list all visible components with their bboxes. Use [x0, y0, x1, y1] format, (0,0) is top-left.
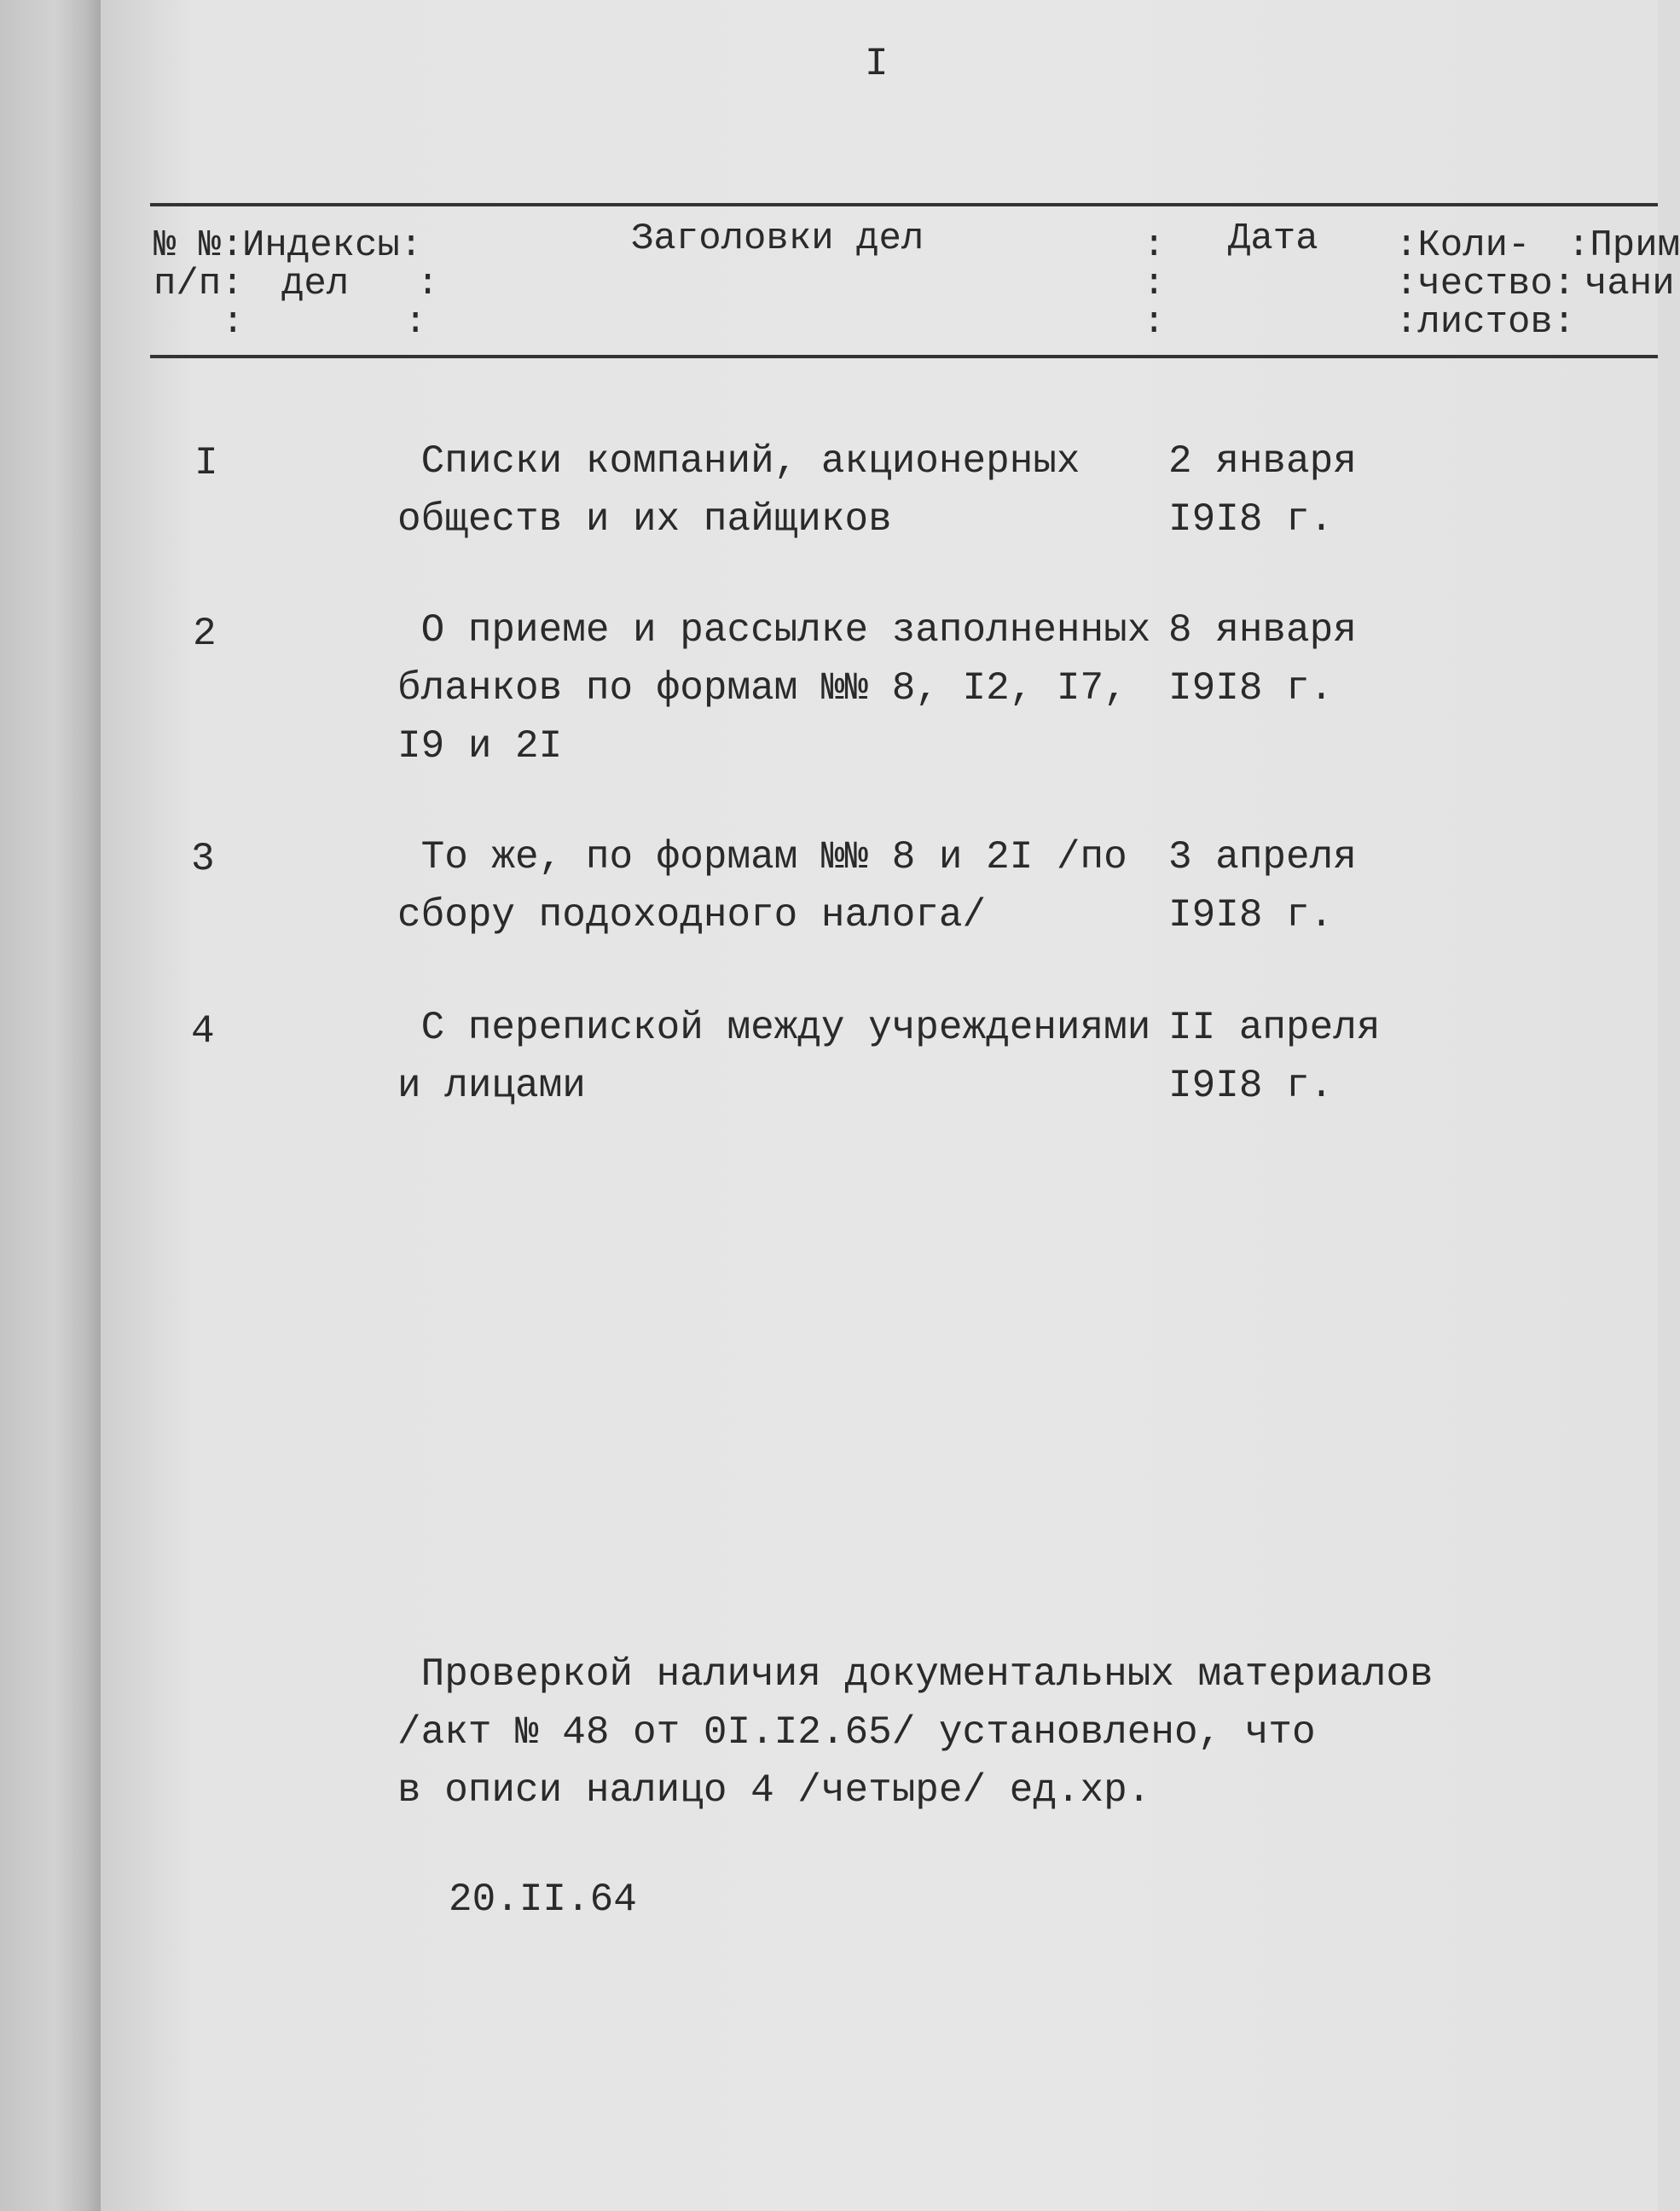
- row-title-line: Списки компаний, акционерных: [397, 439, 1080, 484]
- header-col-notes-line2: чани: [1584, 263, 1675, 305]
- row-number: 2: [193, 612, 217, 656]
- verification-note-line: /акт № 48 от 0I.I2.65/ установлено, что: [397, 1710, 1316, 1755]
- verification-note-line: Проверкой наличия документальных материалов: [397, 1652, 1434, 1697]
- row-date-line: 3 апреля: [1168, 835, 1357, 879]
- header-bottom-rule: [150, 355, 1658, 358]
- row-date-line: 8 января: [1168, 608, 1357, 653]
- header-top-rule: [150, 203, 1658, 206]
- header-col-number-line3: :: [222, 301, 245, 344]
- verification-note-line: в описи налицо 4 /четыре/ ед.хр.: [397, 1768, 1151, 1813]
- header-col-number-line1: № №:: [154, 224, 244, 267]
- header-col-index-line1: Индексы:: [242, 224, 423, 267]
- header-col-sheets-line2: :чество:: [1395, 263, 1576, 305]
- header-col-number-line2: п/п:: [154, 263, 244, 305]
- header-col-index-line2: дел :: [281, 263, 439, 305]
- header-col-title-sep2: :: [1143, 263, 1166, 305]
- row-date-line: 2 января: [1168, 439, 1357, 484]
- row-title-line: О приеме и рассылке заполненных: [397, 608, 1151, 653]
- header-col-date: Дата: [1228, 218, 1318, 260]
- row-title-line: обществ и их пайщиков: [397, 497, 892, 542]
- row-title-line: бланков по формам №№ 8, I2, I7,: [397, 666, 1127, 711]
- row-number: 3: [191, 837, 215, 881]
- row-number: 4: [191, 1009, 215, 1053]
- row-title-line: То же, по формам №№ 8 и 2I /по: [397, 835, 1127, 879]
- signature-date: 20.II.64: [449, 1877, 637, 1922]
- header-col-title-sep3: :: [1143, 301, 1166, 344]
- header-col-notes-line1: :Прим: [1567, 224, 1680, 267]
- row-title-line: и лицами: [397, 1064, 586, 1108]
- row-date-line: I9I8 г.: [1168, 497, 1334, 542]
- header-col-sheets-line1: :Коли-: [1395, 224, 1531, 267]
- header-col-index-line3: :: [404, 301, 427, 344]
- row-date-line: II апреля: [1168, 1006, 1381, 1050]
- row-title-line: сбору подоходного налога/: [397, 893, 987, 937]
- row-number: I: [194, 441, 218, 485]
- header-col-title-sep1: :: [1143, 224, 1166, 267]
- row-date-line: I9I8 г.: [1168, 1064, 1334, 1108]
- row-date-line: I9I8 г.: [1168, 666, 1334, 711]
- row-title-line: I9 и 2I: [397, 724, 563, 769]
- document-page: [101, 0, 1680, 2211]
- row-title-line: С перепиской между учреждениями: [397, 1006, 1151, 1050]
- header-col-title: Заголовки дел: [631, 218, 924, 260]
- header-col-sheets-line3: :листов:: [1395, 301, 1576, 344]
- book-binding: [0, 0, 101, 2211]
- row-date-line: I9I8 г.: [1168, 893, 1334, 937]
- page-number: I: [865, 42, 889, 86]
